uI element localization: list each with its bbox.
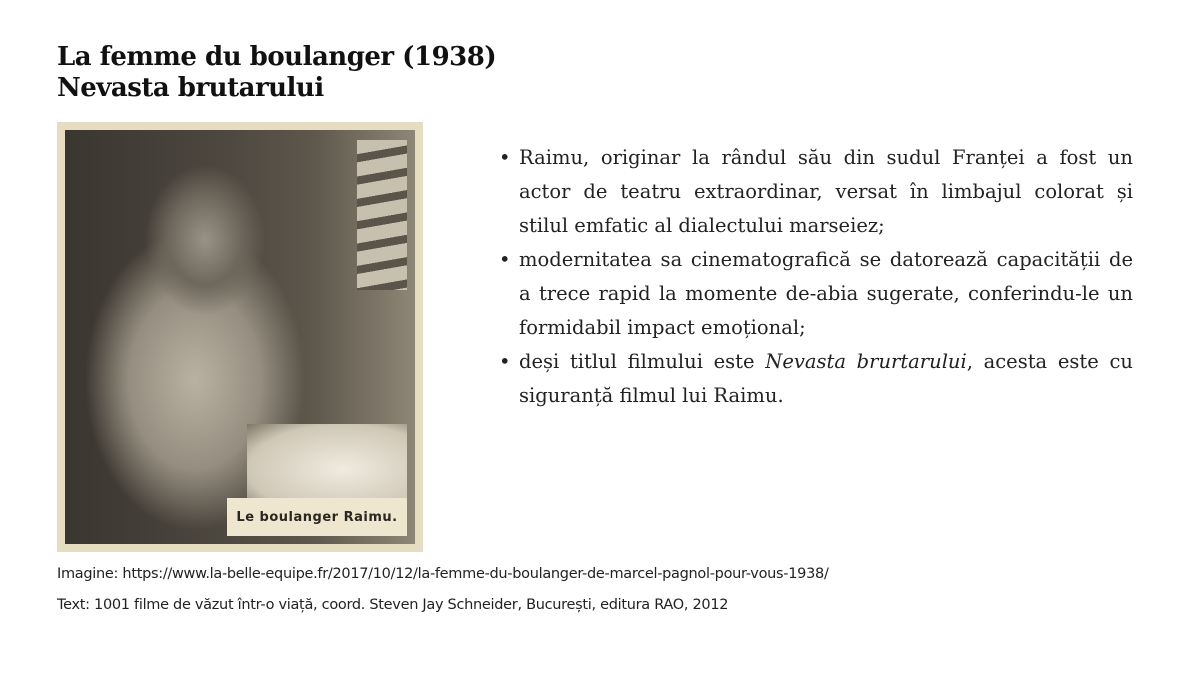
slide-title [57, 42, 496, 104]
title-line-1: La femme du boulanger (1938) [57, 42, 497, 72]
photo-image [65, 130, 415, 544]
bullet-item [497, 345, 1133, 413]
film-still-photo [57, 122, 423, 552]
text-source: Text: 1001 filme de văzut într-o viață, coord. Steven Jay Schneider, București, editura RAO, 2012 [57, 597, 729, 613]
bullet-text: deși titlul filmului este [519, 350, 766, 373]
bullet-list [497, 141, 1133, 413]
photo-caption: Le boulanger Raimu. [227, 498, 407, 536]
title-line-2: Nevasta brutarului [57, 73, 324, 103]
bullet-text: , acesta este cu siguranță filmul lui Raimu. [519, 350, 1133, 407]
film-title-italic: Nevasta brurtarului [765, 350, 967, 373]
image-source: Imagine: https://www.la-belle-equipe.fr/2017/10/12/la-femme-du-boulanger-de-marcel-pagnol-pour-vous-1938/ [57, 566, 829, 582]
bullet-item: • Raimu, originar la rândul său din sudul Franței a fost un actor de teatru extraordinar, versat în limbajul colorat și stilul emfatic al dialectului marseiez; [497, 141, 1133, 243]
bullet-item: • modernitatea sa cinematografică se datorează capacității de a trece rapid la momente de-abia sugerate, conferindu-le un formidabil impact emoțional; [497, 243, 1133, 345]
photo-background-shelves [357, 140, 407, 290]
